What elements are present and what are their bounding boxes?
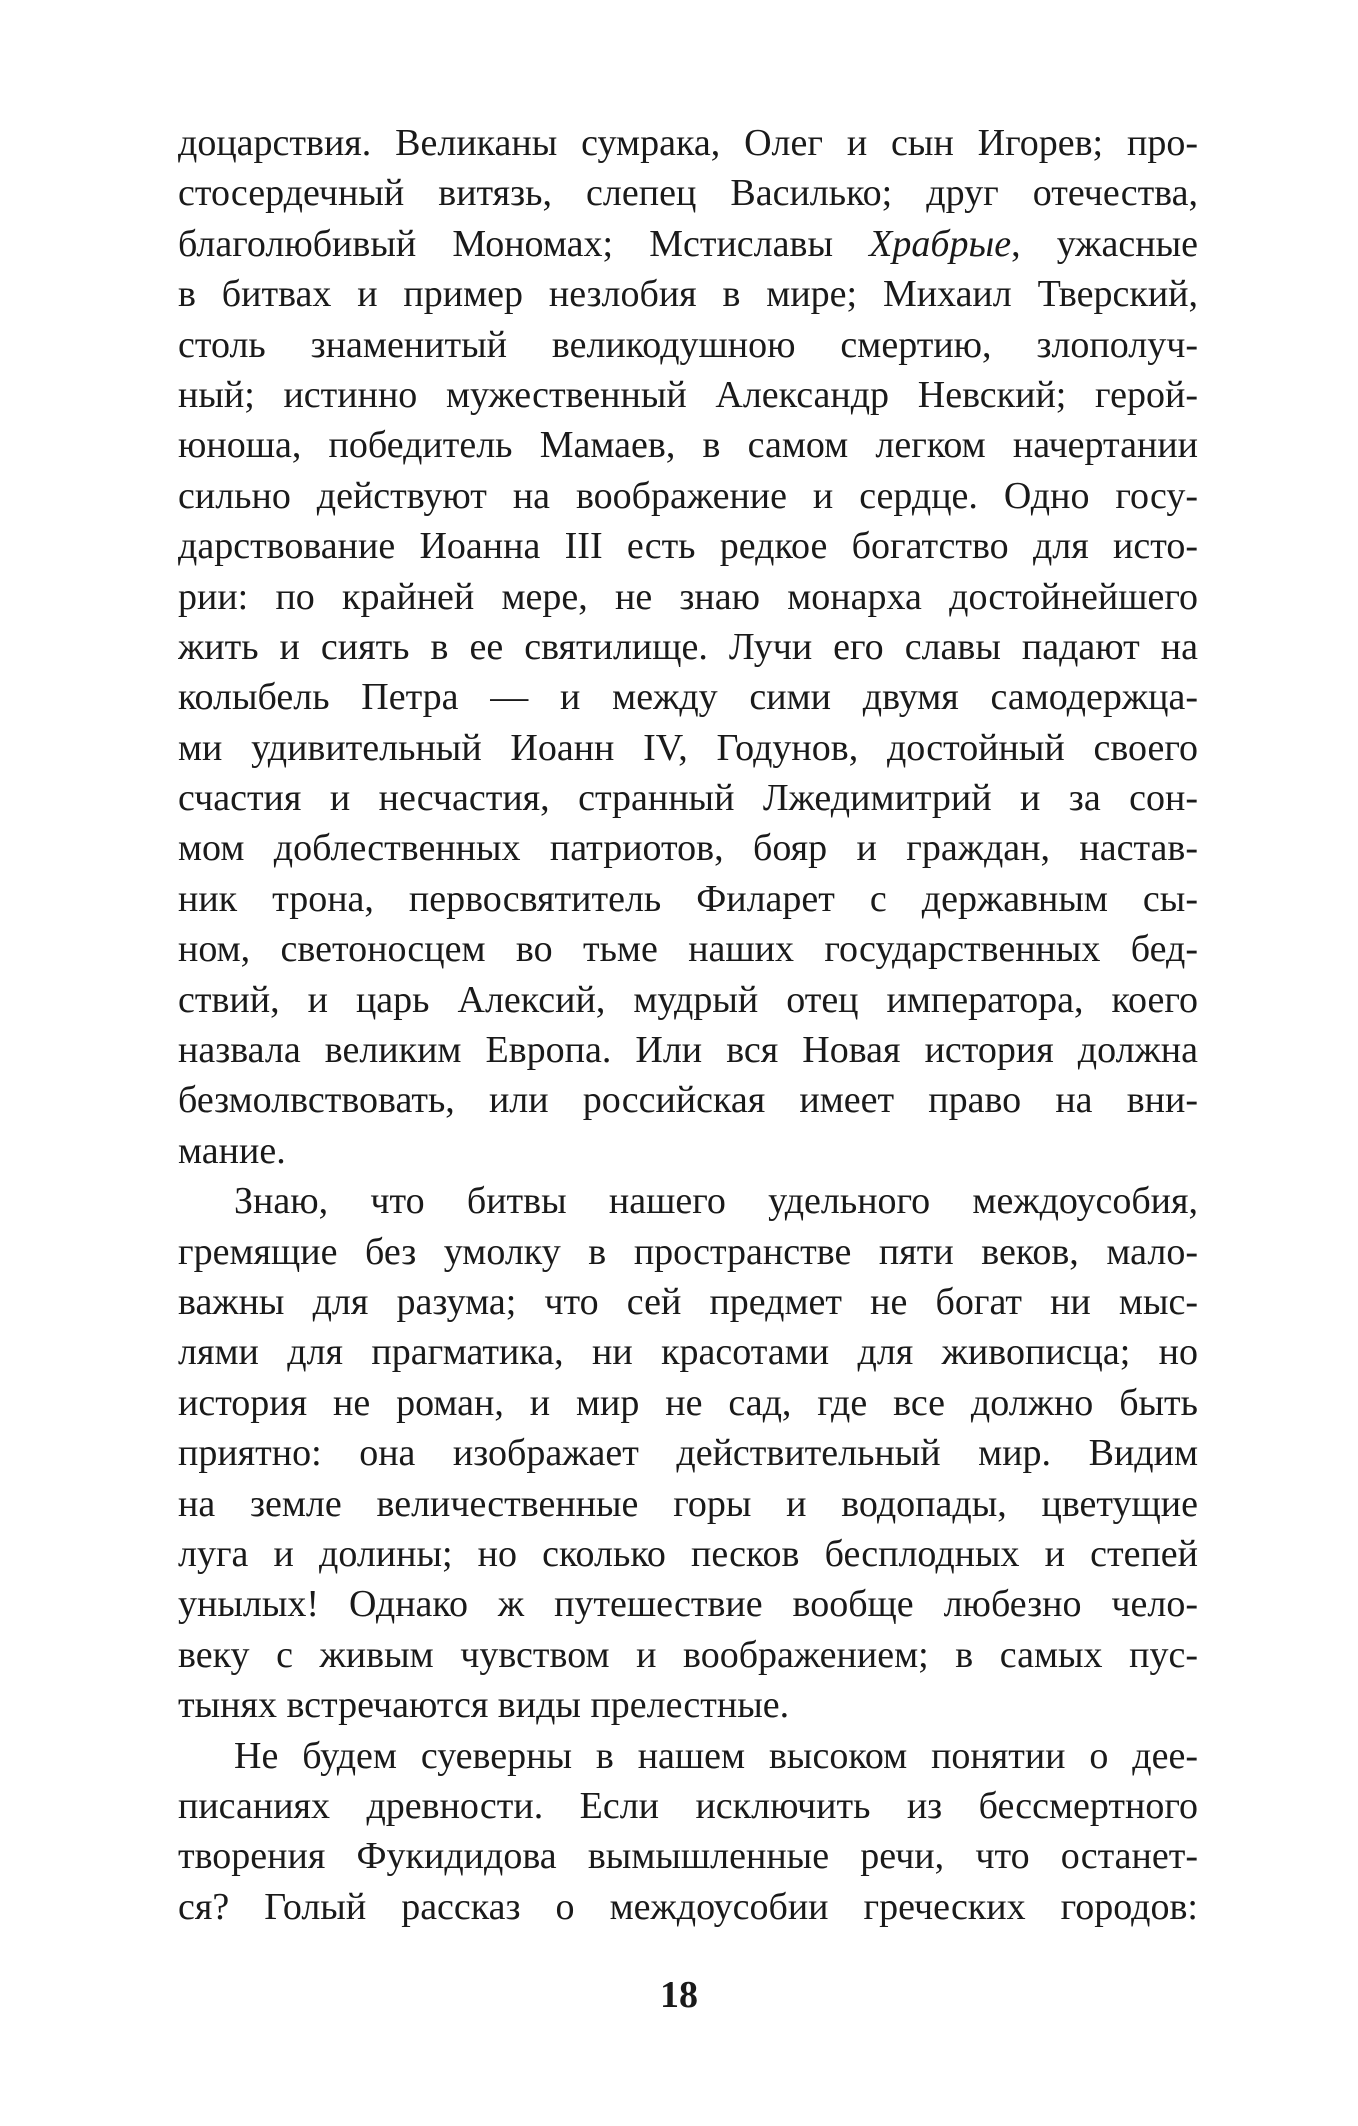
text-run: важны для разума; что сей предмет не богат ни мыс- bbox=[178, 1280, 1198, 1323]
text-run: дарствование Иоанна III есть редкое богатство для исто- bbox=[178, 525, 1198, 568]
text-line bbox=[178, 1126, 1198, 1176]
text-line bbox=[178, 723, 1198, 773]
text-line bbox=[178, 1378, 1198, 1428]
text-line bbox=[178, 1882, 1198, 1932]
text-line bbox=[178, 1831, 1198, 1881]
text-line bbox=[178, 823, 1198, 873]
text-line bbox=[178, 320, 1198, 370]
text-run: лями для прагматика, ни красотами для живописца; но bbox=[178, 1331, 1198, 1374]
text-line bbox=[178, 370, 1198, 420]
text-line bbox=[178, 1075, 1198, 1125]
paragraph bbox=[178, 118, 1198, 1176]
text-run: ный; истинно мужественный Александр Невский; герой- bbox=[178, 373, 1198, 416]
text-run: мом доблественных патриотов, бояр и граждан, настав- bbox=[178, 827, 1198, 870]
text-run: назвала великим Европа. Или вся Новая история должна bbox=[178, 1029, 1198, 1072]
text-line bbox=[178, 1529, 1198, 1579]
text-run: доцарствия. Великаны сумрака, Олег и сын Игорев; про- bbox=[178, 122, 1198, 164]
text-run: ми удивительный Иоанн IV, Годунов, достойный своего bbox=[178, 726, 1198, 769]
text-run: колыбель Петра — и между сими двумя самодержца- bbox=[178, 676, 1198, 719]
text-run: приятно: она изображает действительный мир. Видим bbox=[178, 1432, 1198, 1475]
text-run: стосердечный витязь, слепец Василько; друг отечества, bbox=[178, 172, 1198, 215]
text-run: ник трона, первосвятитель Филарет с державным сы- bbox=[178, 877, 1198, 920]
paragraph bbox=[178, 1176, 1198, 1730]
text-run: в битвах и пример незлобия в мире; Михаил Тверский, bbox=[178, 273, 1198, 316]
text-run: безмолвствовать, или российская имеет право на вни- bbox=[178, 1079, 1198, 1122]
page-number: 18 bbox=[660, 1974, 698, 2016]
text-line bbox=[178, 1781, 1198, 1831]
text-line bbox=[178, 975, 1198, 1025]
text-line bbox=[178, 1680, 1198, 1730]
text-run: тынях встречаются виды прелестные. bbox=[178, 1684, 790, 1727]
text-line bbox=[178, 168, 1198, 218]
text-line bbox=[178, 1227, 1198, 1277]
text-run: рии: по крайней мере, не знаю монарха достойнейшего bbox=[178, 575, 1198, 618]
text-run: писаниях древности. Если исключить из бессмертного bbox=[178, 1784, 1198, 1827]
text-line bbox=[178, 1025, 1198, 1075]
text-run: благолюбивый Мономах; Мстиславы bbox=[178, 222, 870, 265]
text-line bbox=[178, 521, 1198, 571]
text-line bbox=[178, 269, 1198, 319]
text-run: мание. bbox=[178, 1129, 286, 1172]
text-line bbox=[178, 471, 1198, 521]
text-run: творения Фукидидова вымышленные речи, что останет- bbox=[178, 1835, 1198, 1878]
paragraph bbox=[178, 1731, 1198, 1933]
text-line bbox=[178, 773, 1198, 823]
text-line bbox=[178, 420, 1198, 470]
text-run: ствий, и царь Алексий, мудрый отец императора, коего bbox=[178, 978, 1198, 1021]
text-line bbox=[178, 1630, 1198, 1680]
text-line bbox=[178, 1277, 1198, 1327]
text-run: сильно действуют на воображение и сердце. Одно госу- bbox=[178, 474, 1198, 517]
text-line bbox=[178, 874, 1198, 924]
text-run: ном, светоносцем во тьме наших государственных бед- bbox=[178, 928, 1198, 971]
page-body bbox=[178, 118, 1198, 1958]
text-run: , ужасные bbox=[1011, 222, 1198, 265]
text-line bbox=[178, 622, 1198, 672]
text-line bbox=[178, 672, 1198, 722]
text-line bbox=[178, 1579, 1198, 1629]
text-line bbox=[178, 924, 1198, 974]
text-run: жить и сиять в ее святилище. Лучи его славы падают на bbox=[178, 625, 1198, 668]
italic-text: Храбрые bbox=[869, 222, 1012, 265]
text-line bbox=[178, 1176, 1198, 1226]
text-run: история не роман, и мир не сад, где все должно быть bbox=[178, 1381, 1198, 1424]
text-line bbox=[178, 1479, 1198, 1529]
text-run: Не будем суеверны в нашем высоком понятии о дее- bbox=[234, 1734, 1198, 1777]
text-run: Знаю, что битвы нашего удельного междоусобия, bbox=[234, 1180, 1198, 1223]
text-run: юноша, победитель Мамаев, в самом легком начертании bbox=[178, 424, 1198, 467]
text-line bbox=[178, 118, 1198, 168]
text-run: на земле величественные горы и водопады, цветущие bbox=[178, 1482, 1198, 1525]
text-line bbox=[178, 1731, 1198, 1781]
text-run: столь знаменитый великодушною смертию, злополуч- bbox=[178, 323, 1198, 366]
text-line bbox=[178, 1327, 1198, 1377]
text-line bbox=[178, 219, 1198, 269]
text-run: унылых! Однако ж путешествие вообще любезно чело- bbox=[178, 1583, 1198, 1626]
text-line bbox=[178, 572, 1198, 622]
text-line bbox=[178, 1428, 1198, 1478]
text-run: счастия и несчастия, странный Лжедимитрий и за сон- bbox=[178, 777, 1198, 820]
text-run: веку с живым чувством и воображением; в самых пус- bbox=[178, 1633, 1198, 1676]
text-run: ся? Голый рассказ о междоусобии греческих городов: bbox=[178, 1885, 1198, 1928]
text-run: луга и долины; но сколько песков бесплодных и степей bbox=[178, 1532, 1198, 1575]
text-run: гремящие без умолку в пространстве пяти веков, мало- bbox=[178, 1230, 1198, 1273]
